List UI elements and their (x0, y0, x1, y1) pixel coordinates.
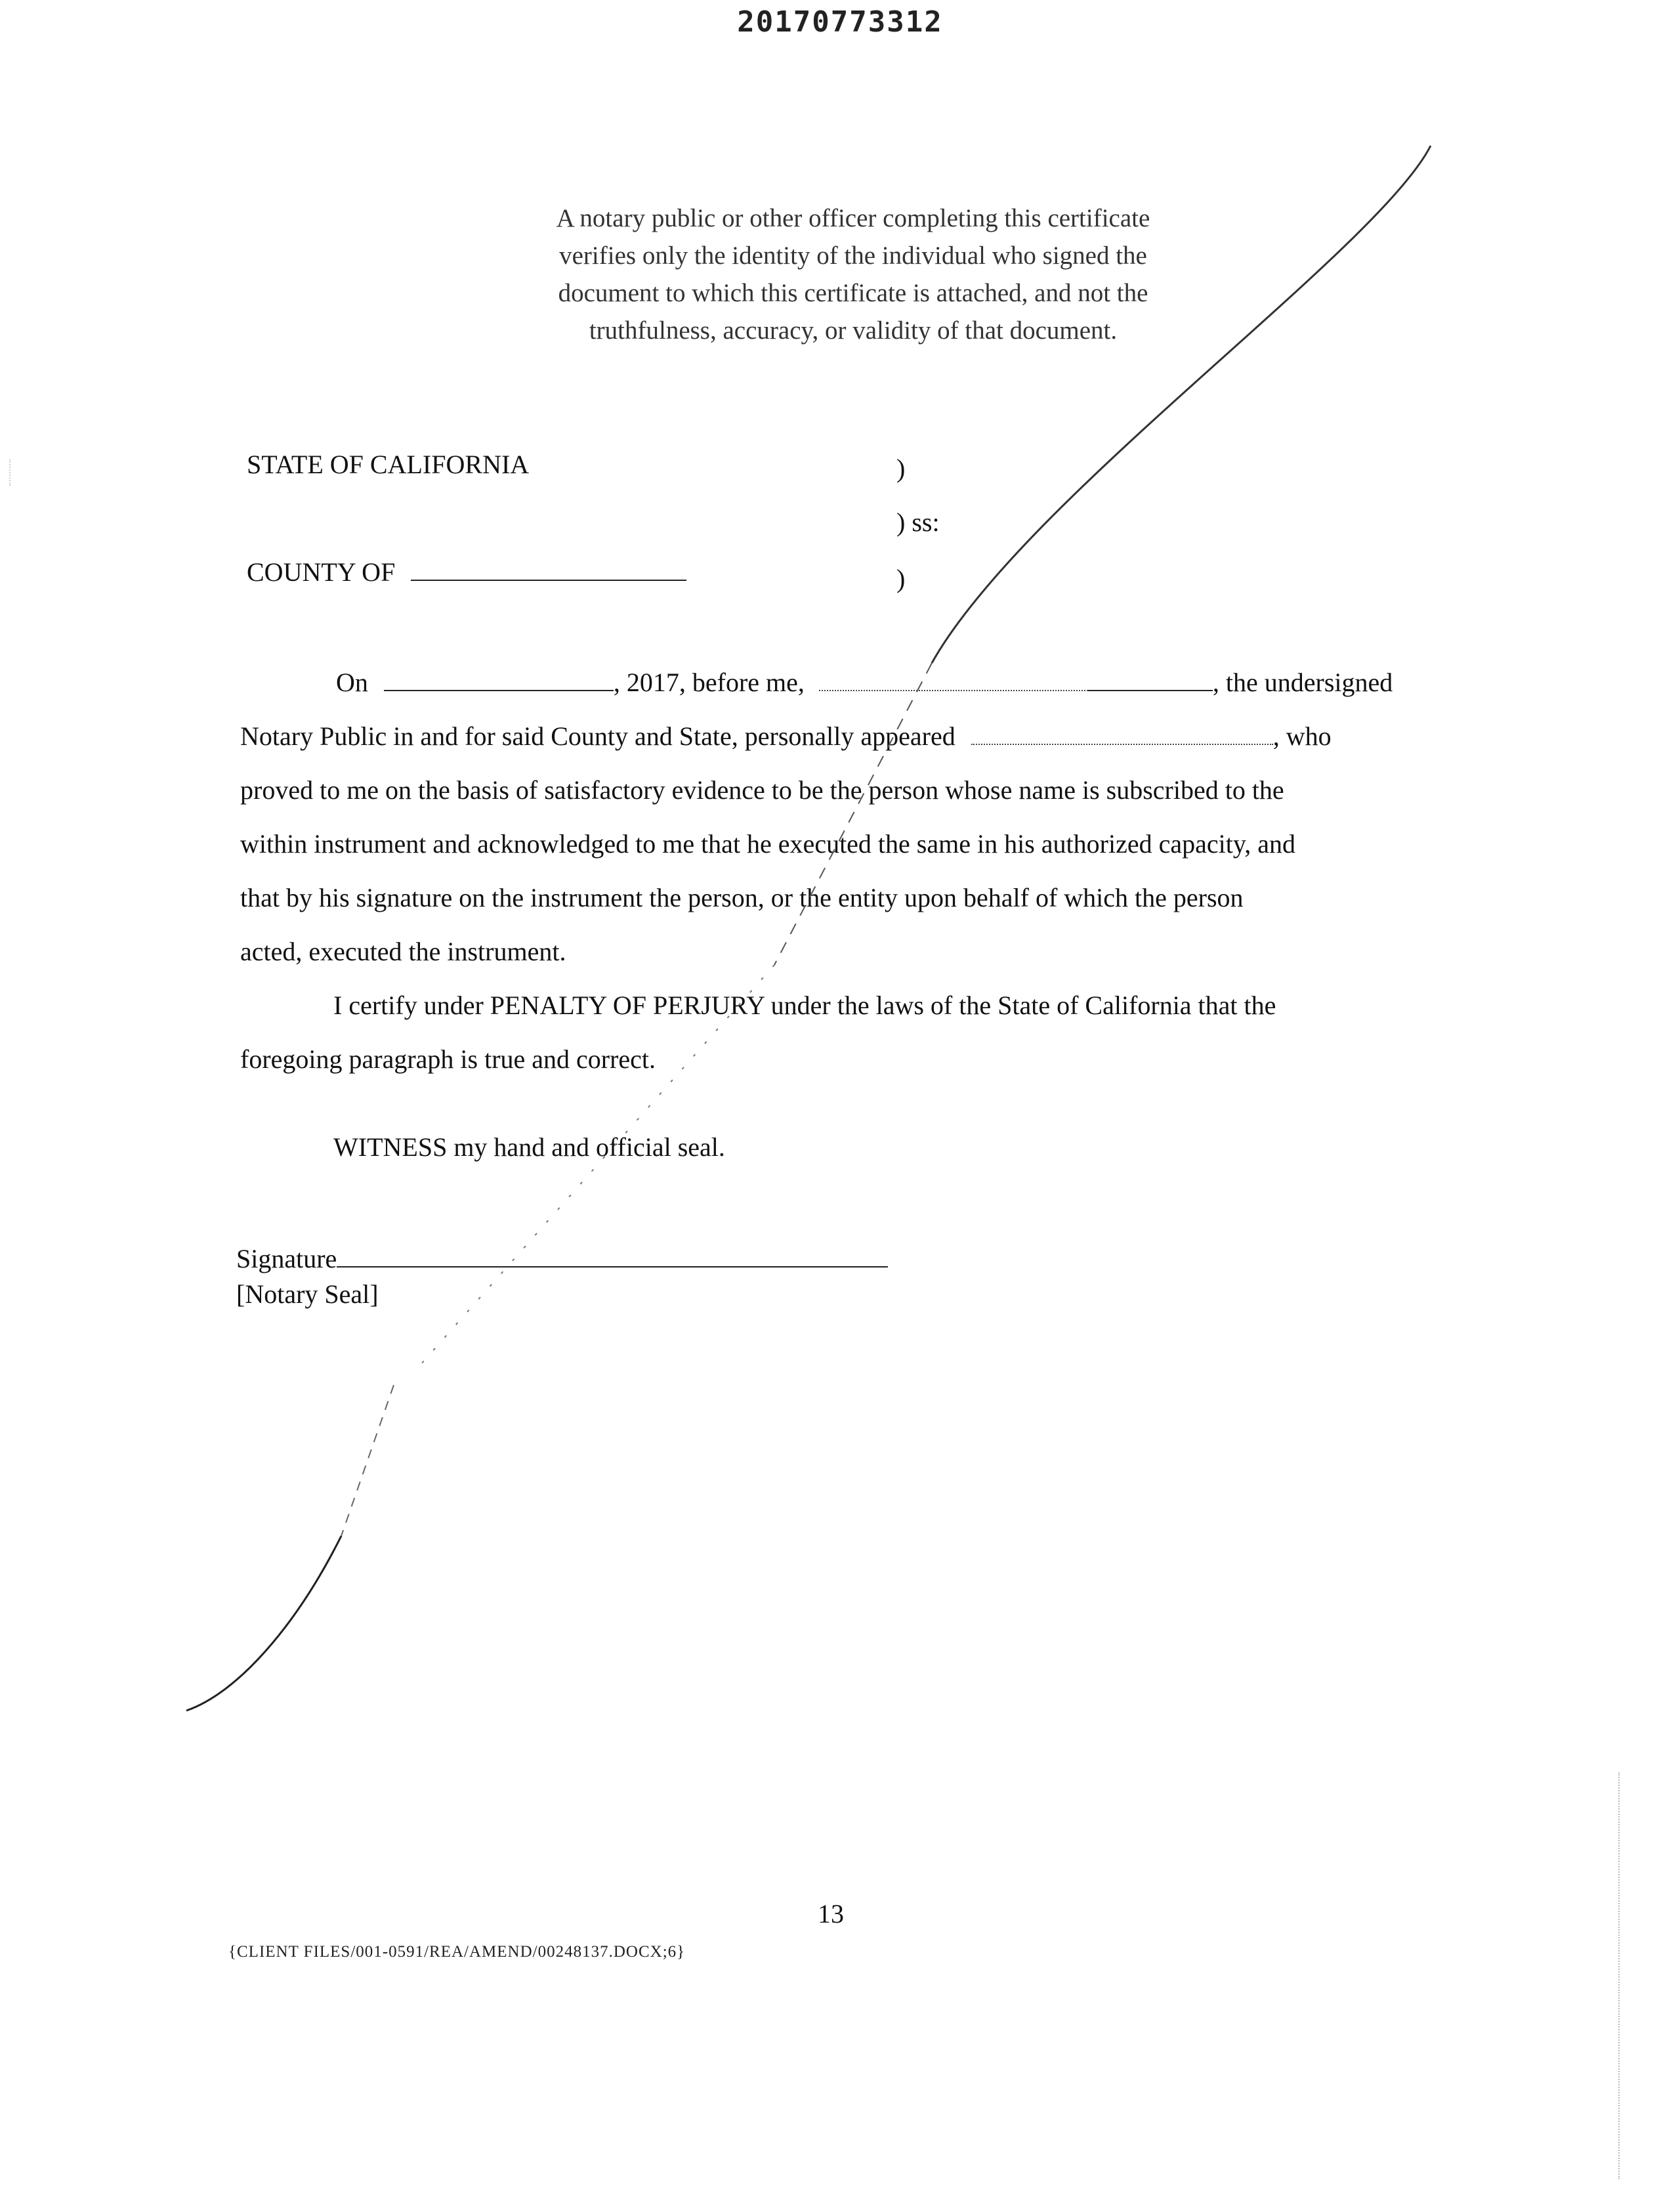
ack-line-4: within instrument and acknowledged to me that he executed the same in his authorized capacity, and (240, 829, 1295, 859)
scan-edge-artifact (1618, 1772, 1620, 2179)
state-label: STATE OF CALIFORNIA (247, 450, 530, 479)
scan-edge-artifact (9, 459, 10, 486)
page-number: 13 (818, 1899, 844, 1929)
signature-label: Signature (236, 1244, 337, 1273)
venue-ss: ) ss: (896, 507, 940, 537)
year-text: , 2017, before me, (613, 668, 805, 697)
ack-line-3: proved to me on the basis of satisfactory evidence to be the person whose name is subscribed to the (240, 775, 1284, 805)
notice-line: verifies only the identity of the individual who signed the (559, 242, 1147, 270)
notice-line: document to which this certificate is attached, and not the (558, 279, 1148, 307)
notice-line: truthfulness, accuracy, or validity of that document. (589, 316, 1118, 345)
cert-line-1: I certify under PENALTY OF PERJURY under the laws of the State of California that the (333, 991, 1276, 1020)
undersigned-text: , the undersigned (1212, 668, 1393, 697)
witness-line: WITNESS my hand and official seal. (333, 1132, 725, 1162)
notice-line: A notary public or other officer completing this certificate (556, 204, 1150, 232)
footer-file-path: {CLIENT FILES/001-0591/REA/AMEND/00248137.DOCX;6} (228, 1943, 686, 1961)
on-label: On (336, 668, 368, 697)
notary-seal-label: [Notary Seal] (236, 1279, 379, 1309)
ack-line-2-text: Notary Public in and for said County and State, personally appeared (240, 721, 956, 751)
who-text: , who (1272, 721, 1332, 751)
venue-paren-1: ) (896, 454, 906, 483)
venue-paren-2: ) (896, 564, 906, 593)
ack-line-5: that by his signature on the instrument the person, or the entity upon behalf of which the person (240, 883, 1244, 912)
county-label: COUNTY OF (247, 557, 396, 587)
document-number: 20170773312 (737, 5, 943, 39)
ack-line-6: acted, executed the instrument. (240, 937, 566, 966)
cert-line-2: foregoing paragraph is true and correct. (240, 1044, 656, 1074)
